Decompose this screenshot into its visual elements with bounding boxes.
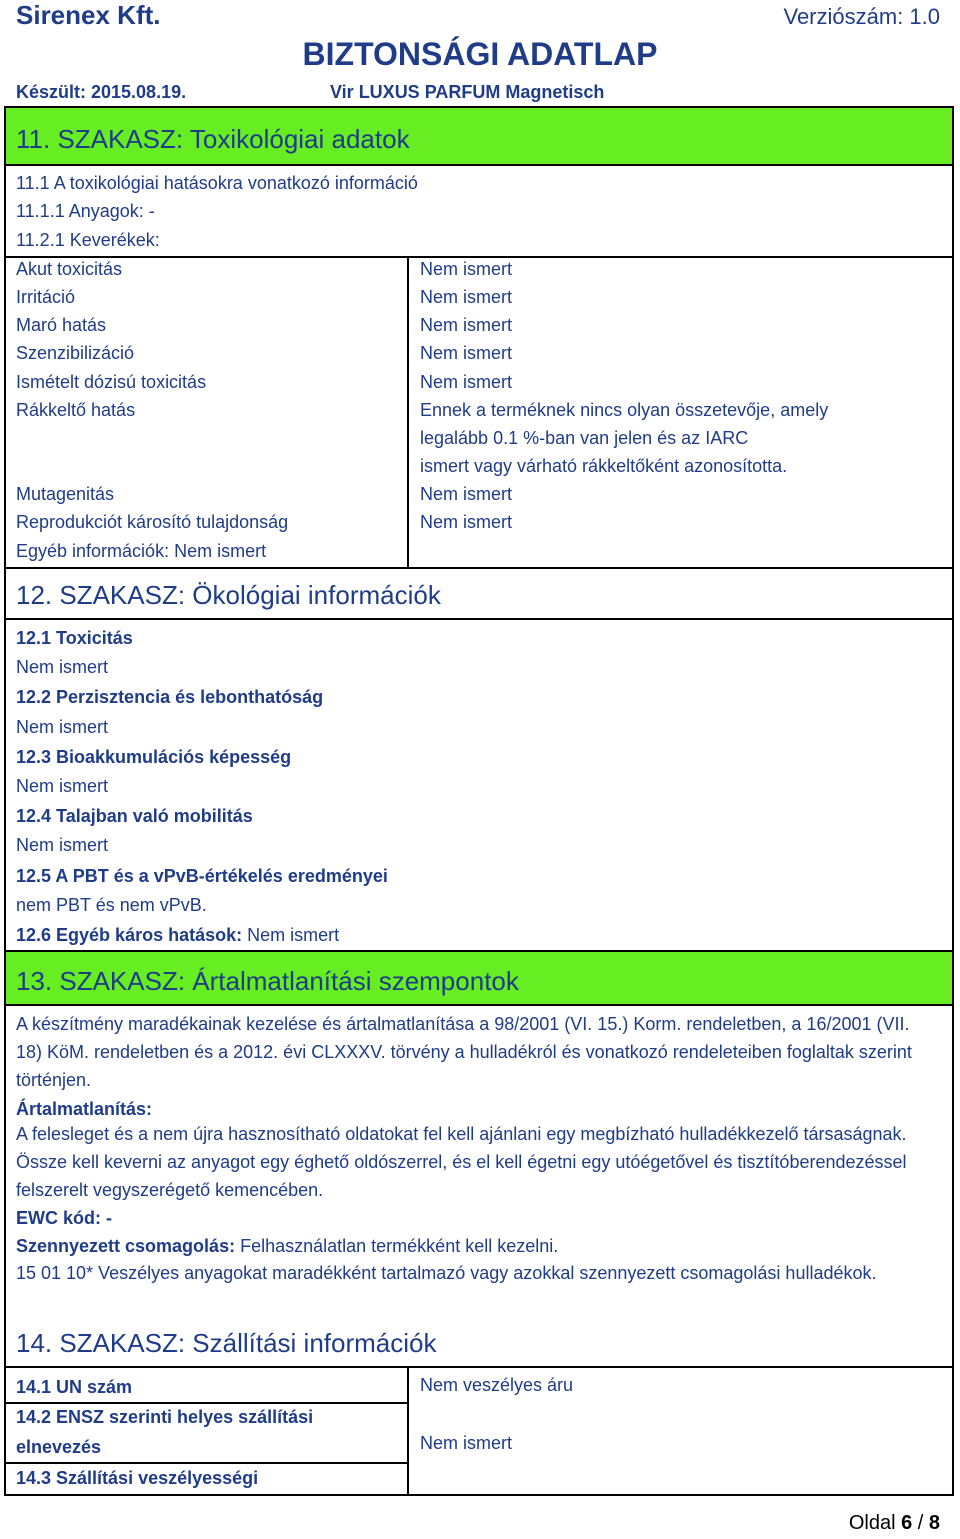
shipping-name-label-1: 14.2 ENSZ szerinti helyes szállítási — [16, 1407, 314, 1427]
s12-4-head: 12.4 Talajban való mobilitás — [16, 806, 253, 826]
row-value-acute: Nem ismert — [420, 259, 513, 279]
page-separator: / — [912, 1512, 929, 1534]
table-divider — [407, 256, 409, 568]
s13-packaging — [16, 1232, 936, 1260]
page-prefix: Oldal — [848, 1512, 902, 1534]
s12-2-value: Nem ismert — [16, 717, 109, 737]
section-14-title: 14. SZAKASZ: Szállítási információk — [16, 1328, 437, 1358]
s11-sub1: 11.1 A toxikológiai hatásokra vonatkozó információ — [16, 173, 418, 193]
s12-2-head: 12.2 Perzisztencia és lebonthatóság — [16, 687, 324, 707]
un-number-value: Nem veszélyes áru — [420, 1375, 574, 1395]
section-11-title: 11. SZAKASZ: Toxikológiai adatok — [4, 106, 954, 166]
row-label-acute: Akut toxicitás — [16, 259, 123, 279]
section-12-line — [4, 618, 954, 620]
page-current: 6 — [901, 1512, 913, 1534]
page-number — [849, 1512, 940, 1535]
other-info-label: Egyéb információk: — [16, 541, 170, 561]
row-label-irritation: Irritáció — [16, 287, 76, 307]
row-label-repeated: Ismételt dózisú toxicitás — [16, 372, 207, 392]
row-value-carcinogenic-2: legalább 0.1 %-ban van jelen és az IARC — [420, 428, 749, 448]
row-value-corrosive: Nem ismert — [420, 315, 513, 335]
s12-5-head: 12.5 A PBT és a vPvB-értékelés eredményei — [16, 866, 388, 886]
row-label-sensitization: Szenzibilizáció — [16, 343, 135, 363]
s13-ewc: EWC kód: - — [16, 1208, 112, 1228]
document-title: BIZTONSÁGI ADATLAP — [302, 36, 658, 72]
created-date: Készült: 2015.08.19. — [16, 82, 187, 102]
row-label-carcinogenic: Rákkeltő hatás — [16, 400, 136, 420]
row-label-mutagenicity: Mutagenitás — [16, 484, 115, 504]
s12-3-head: 12.3 Bioakkumulációs képesség — [16, 747, 292, 767]
s12-6 — [16, 924, 339, 946]
row-value-irritation: Nem ismert — [420, 287, 513, 307]
s11-sub2: 11.1.1 Anyagok: - — [16, 201, 155, 221]
row-value-sensitization: Nem ismert — [420, 343, 513, 363]
table-bottom-line — [4, 567, 954, 569]
s12-3-value: Nem ismert — [16, 776, 109, 796]
row-value-reproductive: Nem ismert — [420, 512, 513, 532]
product-name: Vir LUXUS PARFUM Magnetisch — [330, 82, 605, 102]
other-info — [16, 540, 266, 562]
transport-row-line-1 — [4, 1402, 408, 1404]
s13-paragraph-3: 15 01 10* Veszélyes anyagokat maradékként tartalmazó vagy azokkal szennyezett csomagolási hulladékok. — [16, 1263, 877, 1283]
section-14-line — [4, 1366, 954, 1368]
other-info-value: Nem ismert — [174, 541, 267, 561]
s12-4-value: Nem ismert — [16, 835, 109, 855]
hazard-class-label: 14.3 Szállítási veszélyességi — [16, 1468, 259, 1488]
row-label-reproductive: Reprodukciót károsító tulajdonság — [16, 512, 289, 532]
s13-packaging-label: Szennyezett csomagolás: — [16, 1236, 236, 1256]
version-label: Verziószám: 1.0 — [783, 4, 940, 29]
shipping-name-label-2: elnevezés — [16, 1437, 102, 1457]
s13-paragraph-2: A felesleget és a nem újra hasznosítható oldatokat fel kell ajánlani egy megbízható hulladékkezelő társaságnak. Össze kell keverni az anyagot egy éghető oldószerrel, és el kell égetni egy utóégetővel és tisztítóberendezéssel felszerelt vegyszerégető kemencében. — [16, 1124, 907, 1200]
transport-divider — [407, 1366, 409, 1494]
s12-1-head: 12.1 Toxicitás — [16, 628, 133, 648]
s12-5-value: nem PBT és nem vPvB. — [16, 895, 207, 915]
s11-sub3: 11.2.1 Keverékek: — [16, 230, 160, 250]
row-label-corrosive: Maró hatás — [16, 315, 107, 335]
row-value-repeated: Nem ismert — [420, 372, 513, 392]
s13-disposal-label: Ártalmatlanítás: — [16, 1099, 153, 1119]
s13-packaging-value: Felhasználatlan termékként kell kezelni. — [240, 1236, 559, 1256]
row-value-carcinogenic-3: ismert vagy várható rákkeltőként azonosította. — [420, 456, 788, 476]
s12-1-value: Nem ismert — [16, 657, 109, 677]
section-13-title: 13. SZAKASZ: Ártalmatlanítási szempontok — [4, 950, 954, 1006]
s12-6-label: 12.6 Egyéb káros hatások: — [16, 925, 243, 945]
section-12-title: 12. SZAKASZ: Ökológiai információk — [16, 580, 441, 610]
page-total: 8 — [928, 1512, 940, 1534]
s13-paragraph-1: A készítmény maradékainak kezelése és ártalmatlanítása a 98/2001 (VI. 15.) Korm. rendeletben, a 16/2001 (VII. 18) KöM. rendeletben és a 2012. évi CLXXXV. törvény a hulladékról és vonatkozó rendeleteiben foglaltak szerint történjen. — [16, 1014, 912, 1090]
transport-row-line-2 — [4, 1462, 408, 1464]
row-value-carcinogenic-1: Ennek a terméknek nincs olyan összetevője, amely — [420, 400, 829, 420]
row-value-mutagenicity: Nem ismert — [420, 484, 513, 504]
s12-6-value: Nem ismert — [247, 925, 340, 945]
company-name: Sirenex Kft. — [16, 0, 161, 30]
un-number-label: 14.1 UN szám — [16, 1377, 133, 1397]
shipping-name-value: Nem ismert — [420, 1433, 513, 1453]
